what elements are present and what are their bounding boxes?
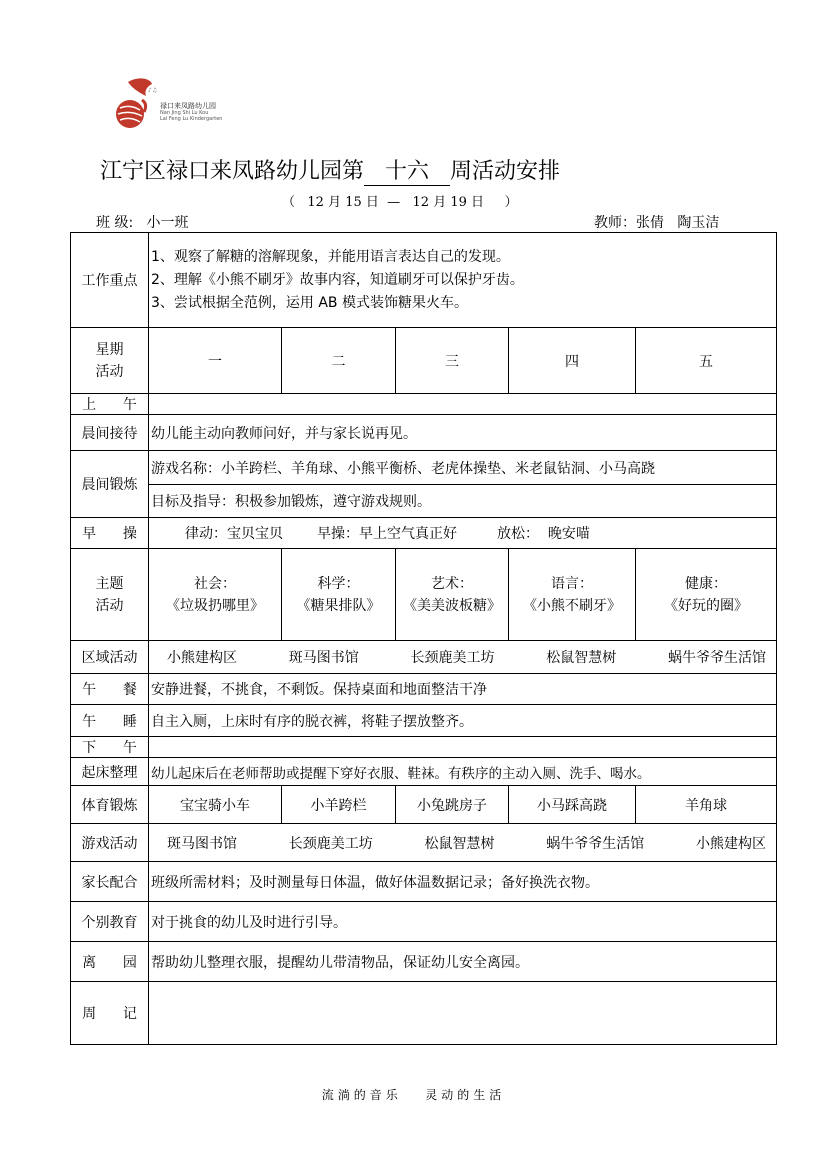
teacher-line: 教师：张倩 陶玉洁	[594, 215, 720, 231]
table-row	[71, 902, 777, 942]
theme-fri	[636, 549, 777, 641]
table-row	[71, 824, 777, 862]
weekday-fri: 五	[636, 328, 777, 394]
drill-label: 早 操	[71, 518, 149, 549]
table-row	[71, 485, 777, 518]
title-suffix: 周活动安排	[450, 159, 561, 184]
table-row	[71, 862, 777, 902]
play-item: 斑马图书馆	[167, 835, 237, 852]
notes-text	[149, 982, 777, 1045]
table-row	[71, 641, 777, 674]
theme-title: 《小熊不刷牙》	[523, 597, 621, 614]
weekday-thu: 四	[509, 328, 636, 394]
focus-cell	[149, 233, 777, 328]
zone-item: 长颈鹿美工坊	[410, 650, 495, 666]
logo-en-1: Nan Jing Shi Lu Kou	[160, 110, 209, 116]
theme-title: 《美美波板糖》	[403, 597, 501, 614]
table-row	[71, 674, 777, 705]
nap-text: 自主入厕，上床时有序的脱衣裤，将鞋子摆放整齐。	[149, 705, 777, 737]
afternoon-empty	[149, 737, 777, 758]
theme-wed	[396, 549, 509, 641]
drill-cell	[149, 518, 777, 549]
individual-text: 对于挑食的幼儿及时进行引导。	[149, 902, 777, 942]
pe-mon: 宝宝骑小车	[149, 786, 282, 824]
table-row	[71, 549, 777, 641]
table-row	[71, 415, 777, 451]
zone-cell	[149, 641, 777, 674]
logo-text	[160, 102, 222, 122]
title-week: 十六	[364, 154, 450, 186]
pe-wed: 小兔跳房子	[396, 786, 509, 824]
theme-title: 《糖果排队》	[296, 597, 381, 614]
zone-item: 蜗牛爷爷生活馆	[668, 650, 766, 666]
table-row	[71, 758, 777, 786]
table-row	[71, 705, 777, 737]
weekday-tue: 二	[282, 328, 396, 394]
focus-label: 工作重点	[71, 233, 149, 328]
table-row	[71, 233, 777, 328]
leave-text: 帮助幼儿整理衣服，提醒幼儿带清物品，保证幼儿安全离园。	[149, 942, 777, 982]
reception-text: 幼儿能主动向教师问好，并与家长说再见。	[149, 415, 777, 451]
table-row	[71, 518, 777, 549]
parent-text: 班级所需材料；及时测量每日体温，做好体温数据记录；备好换洗衣物。	[149, 862, 777, 902]
play-cell	[149, 824, 777, 862]
table-row	[71, 982, 777, 1045]
schedule-table	[70, 232, 777, 1045]
focus-item: 1、观察了解糖的溶解现象，并能用语言表达自己的发现。	[151, 248, 510, 265]
pe-fri: 羊角球	[636, 786, 777, 824]
theme-category: 社会：	[194, 575, 236, 592]
weekday-mon: 一	[149, 328, 282, 394]
zone-label: 区域活动	[71, 641, 149, 674]
table-row	[71, 451, 777, 485]
footer-slogan: 流淌的音乐 灵动的生活	[321, 1088, 506, 1102]
wake-label: 起床整理	[71, 758, 149, 786]
theme-thu	[509, 549, 636, 641]
svg-text:♪♫: ♪♫	[148, 87, 158, 94]
class-line: 班 级: 小一班	[96, 215, 189, 231]
weekday-wed: 三	[396, 328, 509, 394]
reception-label: 晨间接待	[71, 415, 149, 451]
morning-empty	[149, 394, 777, 415]
zone-item: 斑马图书馆	[288, 650, 359, 666]
afternoon-label: 下 午	[71, 737, 149, 758]
pe-label: 体育锻炼	[71, 786, 149, 824]
logo-name: 禄口来凤路幼儿园	[160, 102, 216, 110]
page-title	[100, 154, 560, 186]
play-label: 游戏活动	[71, 824, 149, 862]
weekday-label-2: 活动	[95, 363, 124, 380]
play-item: 蜗牛爷爷生活馆	[546, 835, 645, 852]
parent-label: 家长配合	[71, 862, 149, 902]
logo-en-2: Lai Feng Lu Kindergarten	[160, 116, 223, 122]
title-prefix: 江宁区禄口来凤路幼儿园第	[100, 159, 365, 184]
drill-relax: 放松： 晚安喵	[497, 526, 590, 542]
theme-category: 艺术：	[431, 575, 473, 592]
theme-title: 《好玩的圈》	[664, 597, 748, 614]
theme-title: 《垃圾扔哪里》	[166, 597, 264, 614]
theme-tue	[282, 549, 396, 641]
lunch-text: 安静进餐，不挑食，不剩饭。保持桌面和地面整洁干净	[149, 674, 777, 705]
weekday-label	[71, 328, 149, 394]
pe-tue: 小羊跨栏	[282, 786, 396, 824]
nap-label: 午 睡	[71, 705, 149, 737]
focus-item: 3、尝试根据全范例，运用 AB 模式装饰糖果火车。	[151, 294, 468, 311]
zone-item: 松鼠智慧树	[546, 650, 617, 666]
morning-label: 上 午	[71, 394, 149, 415]
exercise-games: 游戏名称：小羊跨栏、羊角球、小熊平衡桥、老虎体操垫、米老鼠钻洞、小马高跷	[149, 451, 777, 485]
exercise-goal: 目标及指导：积极参加锻炼，遵守游戏规则。	[149, 485, 777, 518]
theme-label-1: 主题	[95, 575, 124, 592]
theme-mon	[149, 549, 282, 641]
table-row	[71, 328, 777, 394]
zone-item: 小熊建构区	[167, 650, 237, 666]
pe-thu: 小马踩高跷	[509, 786, 636, 824]
table-row	[71, 942, 777, 982]
drill-exercise: 早操：早上空气真正好	[317, 526, 457, 542]
kindergarten-logo	[108, 74, 238, 134]
exercise-label: 晨间锻炼	[71, 451, 149, 518]
play-item: 长颈鹿美工坊	[288, 835, 373, 852]
table-row	[71, 737, 777, 758]
table-row	[71, 786, 777, 824]
leave-label: 离 园	[71, 942, 149, 982]
theme-category: 科学：	[317, 575, 360, 592]
theme-category: 健康：	[685, 575, 727, 592]
table-row	[71, 394, 777, 415]
weekday-label-1: 星期	[95, 341, 124, 358]
individual-label: 个别教育	[71, 902, 149, 942]
play-item: 松鼠智慧树	[424, 835, 495, 852]
theme-label	[71, 549, 149, 641]
notes-label: 周 记	[71, 982, 149, 1045]
lunch-label: 午 餐	[71, 674, 149, 705]
wake-text: 幼儿起床后在老师帮助或提醒下穿好衣服、鞋袜。有秩序的主动入厕、洗手、喝水。	[149, 758, 777, 786]
theme-category: 语言：	[551, 575, 593, 592]
theme-label-2: 活动	[95, 597, 124, 614]
logo-emblem-icon	[108, 74, 168, 134]
play-item: 小熊建构区	[696, 835, 766, 852]
focus-item: 2、理解《小熊不刷牙》故事内容，知道刷牙可以保护牙齿。	[151, 271, 524, 288]
date-range: （ 12 月 15 日 — 12 月 19 日 ）	[282, 195, 518, 210]
drill-rhythm: 律动：宝贝宝贝	[185, 526, 283, 542]
